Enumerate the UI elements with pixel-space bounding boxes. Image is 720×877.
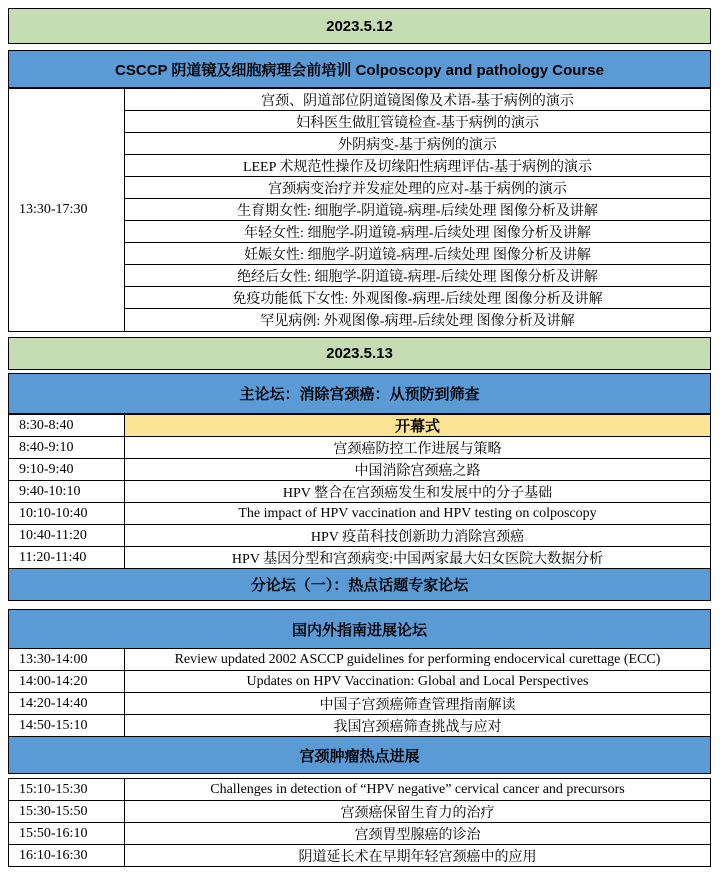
schedule-row	[8, 480, 711, 503]
time-cell: 16:10-16:30	[9, 845, 125, 866]
session-cell: 中国消除宫颈癌之路	[354, 463, 481, 479]
time-cell: 11:20-11:40	[9, 547, 125, 568]
session-cell: HPV 整合在宫颈癌发生和发展中的分子基础	[282, 485, 553, 501]
session-cell: 我国宫颈癌筛查挑战与应对	[333, 719, 502, 735]
session-cell: 中国子宫颈癌筛查管理指南解读	[319, 697, 516, 713]
guideline-forum-header	[8, 609, 711, 649]
date-header-day2	[8, 337, 711, 370]
session-cell: 罕见病例: 外观图像-病理-后续处理 图像分析及讲解	[260, 314, 575, 329]
schedule-row	[8, 502, 711, 525]
schedule-row	[8, 458, 711, 481]
time-cell: 8:30-8:40	[9, 415, 125, 436]
schedule-row	[8, 414, 711, 437]
schedule-row	[8, 692, 711, 715]
schedule-row	[8, 778, 711, 801]
time-cell: 14:20-14:40	[9, 693, 125, 714]
tumor-forum-title: 宫颈肿瘤热点进展	[299, 747, 420, 765]
session-cell: HPV 疫苗科技创新助力消除宫颈癌	[310, 529, 525, 545]
session-cell: LEEP 术规范性操作及切缘阳性病理评估-基于病例的演示	[125, 155, 710, 177]
schedule-row	[8, 714, 711, 737]
session-cell: 外阴病变-基于病例的演示	[125, 133, 710, 155]
main-forum-title: 主论坛：消除宫颈癌：从预防到筛查	[239, 386, 480, 403]
session-cell: 免疫功能低下女性: 外观图像-病理-后续处理 图像分析及讲解	[125, 287, 710, 309]
main-forum-header	[8, 373, 711, 414]
sub-forum-header	[8, 568, 711, 601]
date-header-day1	[8, 8, 711, 44]
time-cell: 15:50-16:10	[9, 823, 125, 844]
date-label: 2023.5.12	[326, 17, 393, 35]
session-cell: 宫颈癌防控工作进展与策略	[333, 441, 502, 457]
session-cell: 绝经后女性: 细胞学-阴道镜-病理-后续处理 图像分析及讲解	[125, 265, 710, 287]
time-cell: 9:10-9:40	[9, 459, 125, 480]
time-cell: 14:50-15:10	[9, 715, 125, 736]
schedule-row	[8, 546, 711, 569]
time-cell: 15:30-15:50	[9, 801, 125, 822]
time-cell: 13:30-14:00	[9, 649, 125, 670]
course-title: CSCCP 阴道镜及细胞病理会前培训 Colposcopy and pathology Course	[115, 61, 604, 79]
tumor-forum-header	[8, 736, 711, 774]
date-label: 2023.5.13	[326, 345, 393, 362]
time-cell: 8:40-9:10	[9, 437, 125, 458]
session-cell: 阴道延长术在早期年轻宫颈癌中的应用	[298, 849, 537, 865]
schedule-row	[8, 822, 711, 845]
session-cell: Challenges in detection of “HPV negative” cervical cancer and precursors	[210, 781, 625, 797]
schedule-row	[8, 670, 711, 693]
session-cell: 生育期女性: 细胞学-阴道镜-病理-后续处理 图像分析及讲解	[125, 199, 710, 221]
time-cell: 13:30-17:30	[9, 89, 125, 331]
course-header	[8, 50, 711, 88]
session-cell: Updates on HPV Vaccination: Global and Local Perspectives	[246, 673, 589, 689]
schedule-row	[8, 800, 711, 823]
sub-forum-title: 分论坛（一）：热点话题专家论坛	[250, 577, 469, 594]
time-cell: 14:00-14:20	[9, 671, 125, 692]
time-cell: 15:10-15:30	[9, 779, 125, 800]
time-cell: 9:40-10:10	[9, 481, 125, 502]
guideline-forum-title: 国内外指南进展论坛	[291, 621, 427, 639]
opening-ceremony-cell: 开幕式	[125, 415, 710, 436]
time-cell: 10:10-10:40	[9, 503, 125, 524]
schedule-row	[8, 844, 711, 867]
session-cell: 宫颈病变治疗并发症处理的应对-基于病例的演示	[125, 177, 710, 199]
session-cell: 妊娠女性: 细胞学-阴道镜-病理-后续处理 图像分析及讲解	[125, 243, 710, 265]
session-cell: 宫颈、阴道部位阴道镜图像及术语-基于病例的演示	[125, 89, 710, 111]
session-cell: HPV 基因分型和宫颈病变:中国两家最大妇女医院大数据分析	[231, 551, 604, 567]
schedule-row	[8, 648, 711, 671]
session-cell: Review updated 2002 ASCCP guidelines for performing endocervical curettage (ECC)	[174, 651, 661, 667]
schedule-table	[8, 8, 711, 867]
session-cell: 妇科医生做肛管镜检查-基于病例的演示	[125, 111, 710, 133]
session-cell: 宫颈癌保留生育力的治疗	[340, 805, 495, 821]
schedule-row	[8, 524, 711, 547]
session-cell: The impact of HPV vaccination and HPV testing on colposcopy	[238, 505, 597, 521]
time-cell: 10:40-11:20	[9, 525, 125, 546]
day1-session-block	[8, 88, 711, 332]
session-cell: 宫颈胃型腺癌的诊治	[354, 827, 481, 843]
schedule-row	[8, 436, 711, 459]
section-gap	[8, 601, 711, 609]
session-cell: 年轻女性: 细胞学-阴道镜-病理-后续处理 图像分析及讲解	[125, 221, 710, 243]
